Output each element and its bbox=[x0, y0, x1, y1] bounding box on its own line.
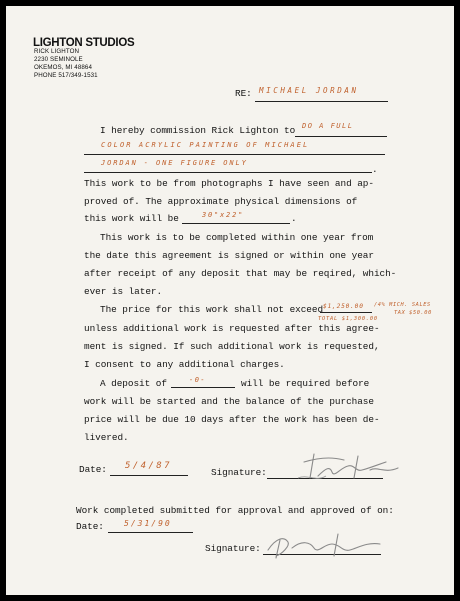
deposit-prefix: A deposit of bbox=[100, 378, 167, 389]
re-underline bbox=[255, 101, 388, 102]
letterhead-line: RICK LIGHTON bbox=[34, 48, 80, 55]
completion-signature-label: Signature: bbox=[205, 543, 261, 554]
signature-image-2 bbox=[262, 528, 392, 564]
price-line-2: ment is signed. If such additional work is requested, bbox=[84, 341, 380, 352]
signature-label: Signature: bbox=[211, 467, 267, 478]
deposit-line-2: price will be due 10 days after the work has been de- bbox=[84, 414, 380, 425]
letterhead-line: 2230 SEMINOLE bbox=[34, 56, 83, 63]
commission-handwriting-1: DO A FULL bbox=[302, 122, 354, 130]
deposit-value: -0- bbox=[189, 376, 207, 384]
price-underline bbox=[320, 312, 372, 313]
commission-text: I hereby commission Rick Lighton to bbox=[100, 125, 296, 136]
photos-line-1: This work to be from photographs I have seen and ap- bbox=[84, 178, 374, 189]
completion-text: Work completed submitted for approval and approved of on: bbox=[76, 505, 394, 516]
timeline-line-2: the date this agreement is signed or within one year bbox=[84, 250, 374, 261]
letterhead-line: PHONE 517/349-1531 bbox=[34, 72, 98, 79]
signature-image-1 bbox=[274, 448, 404, 488]
deposit-line-3: livered. bbox=[84, 432, 129, 443]
completion-date-label: Date: bbox=[76, 521, 104, 532]
price-prefix: The price for this work shall not exceed bbox=[100, 304, 324, 315]
commission-period: . bbox=[372, 164, 378, 175]
deposit-underline bbox=[171, 387, 235, 388]
date-underline bbox=[110, 475, 188, 476]
photos-line-2: proved of. The approximate physical dimensions of bbox=[84, 196, 358, 207]
re-label: RE: bbox=[235, 88, 252, 99]
timeline-line-3: after receipt of any deposit that may be reqired, which- bbox=[84, 268, 397, 279]
timeline-line-4: ever is later. bbox=[84, 286, 163, 297]
price-tax-note: /4% MICH. SALES bbox=[374, 302, 431, 308]
photos-line-3-prefix: this work will be bbox=[84, 213, 179, 224]
price-amount: $1,250.00 bbox=[323, 303, 364, 310]
completion-date-value: 5/31/90 bbox=[124, 519, 172, 528]
commission-underline-1 bbox=[295, 136, 387, 137]
letterhead-line: OKEMOS, MI 48864 bbox=[34, 64, 92, 71]
date-label: Date: bbox=[79, 464, 107, 475]
commission-handwriting-2: COLOR ACRYLIC PAINTING OF MICHAEL bbox=[101, 141, 310, 149]
price-total: TOTAL $1,300.00 bbox=[318, 316, 378, 322]
deposit-line-1: work will be started and the balance of the purchase bbox=[84, 396, 374, 407]
commission-handwriting-3: JORDAN - ONE FIGURE ONLY bbox=[101, 159, 248, 167]
price-line-3: I consent to any additional charges. bbox=[84, 359, 285, 370]
commission-underline-3 bbox=[84, 172, 372, 173]
date-value: 5/4/87 bbox=[125, 461, 172, 471]
dimensions-value: 30"x22" bbox=[202, 211, 245, 219]
document-page bbox=[6, 6, 454, 595]
price-tax-amount: TAX $50.00 bbox=[394, 310, 432, 316]
re-value: MICHAEL JORDAN bbox=[259, 86, 359, 95]
dimensions-underline bbox=[182, 223, 290, 224]
timeline-line-1: This work is to be completed within one year from bbox=[100, 232, 374, 243]
price-line-1: unless additional work is requested after this agree- bbox=[84, 323, 380, 334]
photos-line-3-suffix: . bbox=[291, 213, 297, 224]
commission-underline-2 bbox=[84, 154, 385, 155]
completion-date-underline bbox=[108, 532, 193, 533]
letterhead-name: LIGHTON STUDIOS bbox=[33, 37, 135, 49]
deposit-suffix: will be required before bbox=[241, 378, 370, 389]
